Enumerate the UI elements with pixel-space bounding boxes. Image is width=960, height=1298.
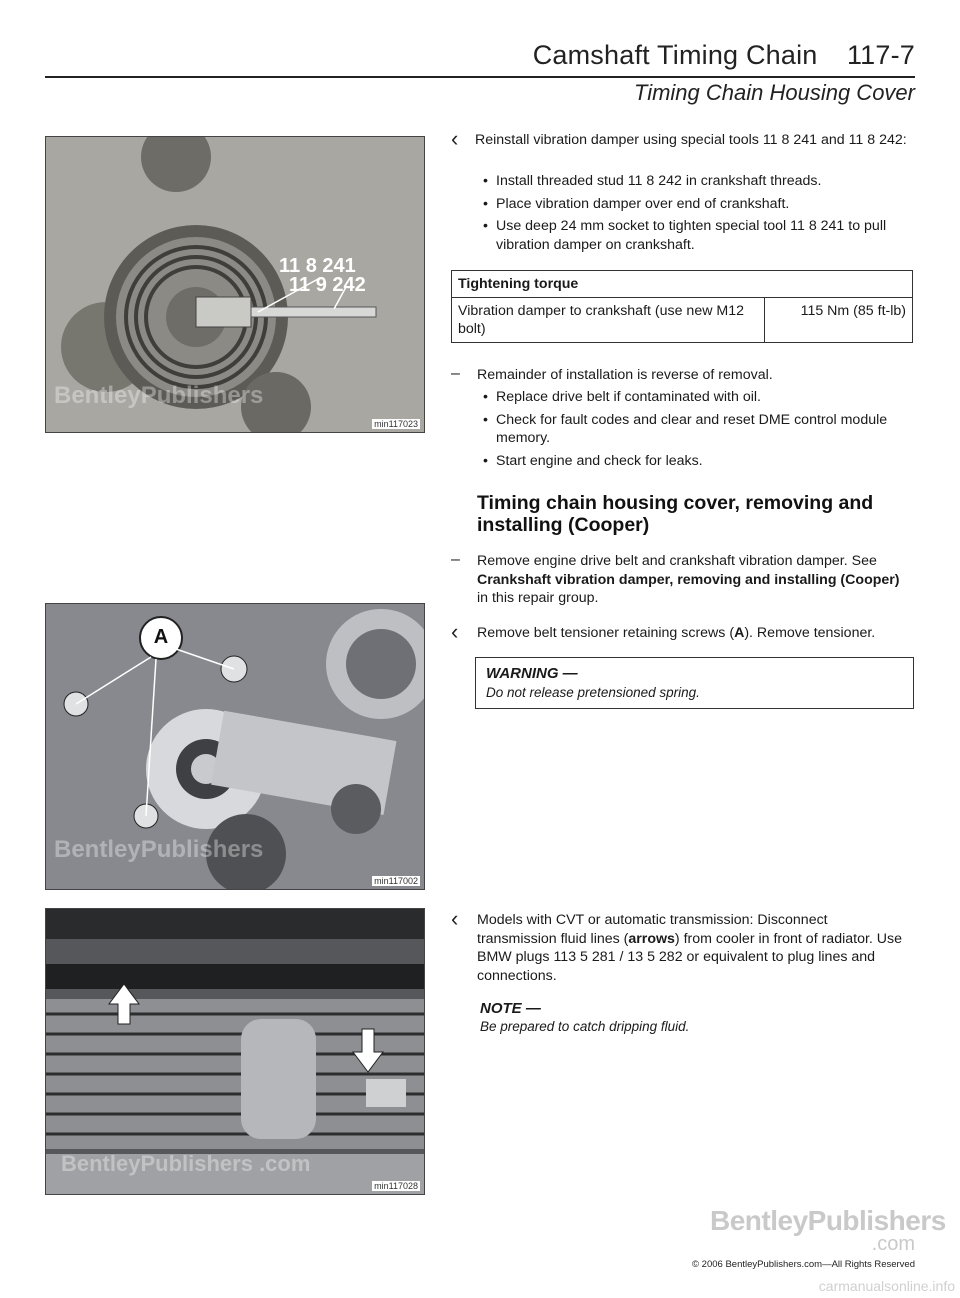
figure-label-tool-2: 11 9 242 — [289, 274, 366, 296]
figure-pointer-icon: ‹ — [451, 619, 459, 644]
step-remove-tensioner: Remove belt tensioner retaining screws (A). Remove tensioner. — [477, 625, 876, 641]
figure-watermark: BentleyPublishers .com — [61, 1151, 311, 1176]
torque-value: 115 Nm (85 ft-lb) — [765, 298, 913, 343]
figure-pointer-icon: ‹ — [451, 906, 459, 931]
bullet-list-install — [483, 388, 908, 470]
step-dash-icon: – — [451, 365, 460, 382]
warning-title: WARNING — — [486, 665, 578, 682]
publisher-logo-com: .com — [871, 1233, 915, 1255]
warning-box — [475, 657, 914, 709]
figure-vibration-damper — [45, 136, 425, 433]
cross-reference-link: Crankshaft vibration damper, removing and installing (Cooper) — [477, 571, 900, 588]
torque-table — [451, 270, 913, 343]
list-item: • Replace drive belt if contaminated with oil. — [483, 389, 761, 405]
figure-belt-tensioner — [45, 603, 425, 890]
figure-callout-a: A — [153, 626, 169, 648]
table-row — [452, 298, 913, 343]
figure-id: min117002 — [374, 876, 418, 886]
warning-text: Do not release pretensioned spring. — [486, 685, 700, 700]
list-item: • Start engine and check for leaks. — [483, 452, 703, 469]
figure-watermark: BentleyPublishers — [54, 836, 264, 863]
site-watermark: carmanualsonline.info — [818, 1278, 955, 1294]
step-dash-icon: – — [451, 551, 460, 568]
list-item: • Check for fault codes and clear and reset DME control module memory. — [483, 411, 888, 446]
list-item: • Place vibration damper over end of crankshaft. — [483, 195, 790, 212]
figure-watermark: BentleyPublishers — [54, 382, 264, 409]
figure-label-tool-1: 11 8 241 — [279, 255, 356, 277]
figure-transmission-cooler — [45, 908, 425, 1195]
list-item: • Use deep 24 mm socket to tighten special tool 11 8 241 to pull vibration damper on crankshaft. — [483, 218, 887, 253]
torque-table-header: Tightening torque — [452, 271, 913, 298]
figure-id: min117028 — [374, 1181, 418, 1191]
publisher-logo: BentleyPublishers — [710, 1205, 946, 1236]
torque-item: Vibration damper to crankshaft (use new M12 bolt) — [452, 298, 765, 343]
bullet-list-reinstall — [483, 172, 908, 254]
note-block — [480, 1000, 910, 1034]
step-reinstall-damper: Reinstall vibration damper using special tools 11 8 241 and 11 8 242: — [475, 132, 907, 148]
header-rule — [45, 76, 915, 78]
note-title: NOTE — — [480, 1000, 541, 1017]
page-number: 117-7 — [846, 40, 915, 70]
step-remove-drive-belt: Remove engine drive belt and crankshaft vibration damper. See Crankshaft vibration damper, removing and installing (Cooper) in this repair group. — [477, 553, 900, 606]
section-subtitle: Timing Chain Housing Cover — [633, 80, 915, 105]
step-remainder: Remainder of installation is reverse of removal. — [477, 367, 773, 383]
page-header — [520, 40, 915, 71]
step-disconnect-fluid-lines: Models with CVT or automatic transmission: Disconnect transmission fluid lines (arrows) from cooler in front of radiator. Use BMW plugs 113 5 281 / 13 5 282 or equivalent to plug lines and connections. — [477, 912, 903, 984]
figure-id: min117023 — [374, 419, 418, 429]
list-item: • Install threaded stud 11 8 242 in crankshaft threads. — [483, 173, 822, 189]
chapter-title: Camshaft Timing Chain — [532, 40, 818, 70]
note-text: Be prepared to catch dripping fluid. — [480, 1019, 690, 1034]
figure-pointer-icon: ‹ — [451, 126, 459, 151]
copyright-notice: © 2006 BentleyPublishers.com—All Rights Reserved — [692, 1259, 915, 1270]
section-heading: Timing chain housing cover, removing and installing (Cooper) — [477, 492, 874, 536]
